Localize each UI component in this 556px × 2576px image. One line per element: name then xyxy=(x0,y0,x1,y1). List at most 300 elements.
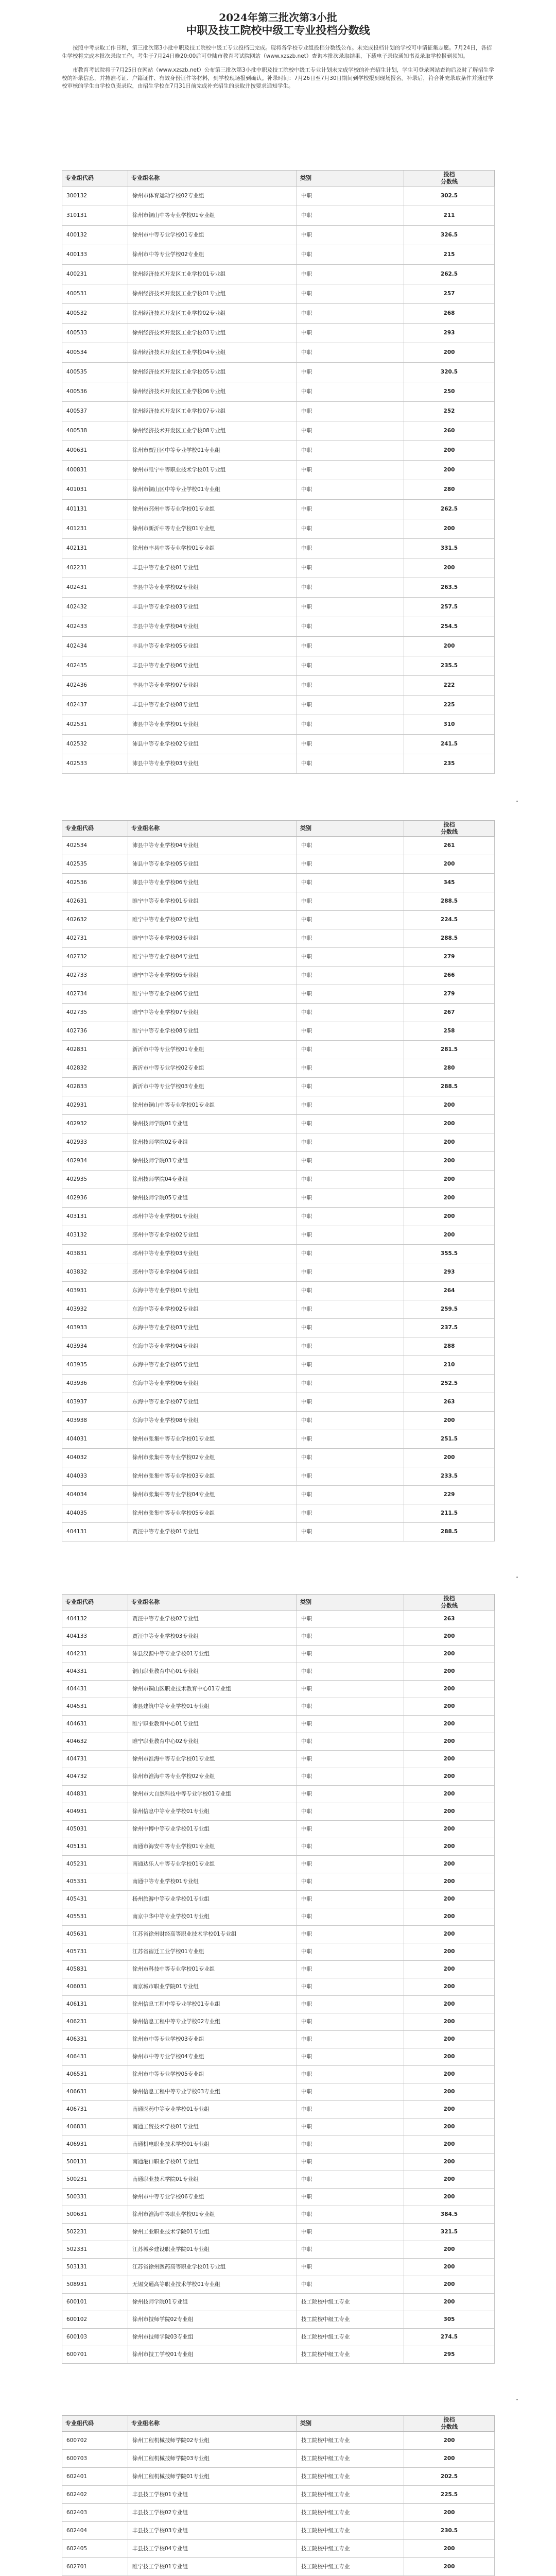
header-code: 专业组代码 xyxy=(62,2416,128,2432)
cell-category: 中职 xyxy=(297,855,404,874)
cell-name: 徐州经济技术开发区工业学校03专业组 xyxy=(128,324,297,343)
page-separator xyxy=(0,2392,556,2410)
cell-category: 中职 xyxy=(297,1300,404,1319)
cell-name: 睢宁职业教育中心01专业组 xyxy=(128,1716,297,1733)
cell-code: 404032 xyxy=(62,1449,128,1467)
table-row xyxy=(62,892,495,911)
cell-score: 355.5 xyxy=(404,1245,495,1263)
cell-name: 睢宁中等专业学校03专业组 xyxy=(128,929,297,948)
header-category: 类别 xyxy=(297,1595,404,1611)
cell-category: 中职 xyxy=(297,382,404,402)
cell-name: 徐州市技师学院02专业组 xyxy=(128,2311,297,2329)
cell-category: 中职 xyxy=(297,2259,404,2276)
table-row xyxy=(62,2558,495,2576)
table-row xyxy=(62,2294,495,2311)
table-row xyxy=(62,1961,495,1978)
cell-score: 200 xyxy=(404,1733,495,1751)
cell-name: 江苏省徐州医药高等职业学校01专业组 xyxy=(128,2259,297,2276)
cell-score: 200 xyxy=(404,2276,495,2294)
table-row xyxy=(62,1821,495,1838)
cell-score: 250 xyxy=(404,382,495,402)
cell-name: 睢宁技工学校01专业组 xyxy=(128,2558,297,2576)
table-row xyxy=(62,1523,495,1541)
cell-code: 404131 xyxy=(62,1523,128,1541)
cell-category: 中职 xyxy=(297,1646,404,1663)
cell-name: 徐州经济技术开发区工业学校08专业组 xyxy=(128,421,297,441)
cell-name: 睢宁中等专业学校08专业组 xyxy=(128,1022,297,1041)
cell-name: 徐州工程机械技师学院03专业组 xyxy=(128,2450,297,2468)
cell-score: 266 xyxy=(404,967,495,985)
cell-code: 402433 xyxy=(62,617,128,637)
cell-score: 233.5 xyxy=(404,1467,495,1486)
cell-score: 225.5 xyxy=(404,2486,495,2504)
cell-category: 中职 xyxy=(297,1115,404,1133)
cell-category: 中职 xyxy=(297,1961,404,1978)
cell-score: 200 xyxy=(404,1996,495,2013)
cell-category: 中职 xyxy=(297,2066,404,2083)
cell-name: 徐州市大自然科技中等专业学校01专业组 xyxy=(128,1786,297,1803)
cell-name: 徐州经济技术开发区工业学校07专业组 xyxy=(128,402,297,421)
cell-category: 中职 xyxy=(297,1768,404,1786)
cell-code: 400533 xyxy=(62,324,128,343)
cell-score: 200 xyxy=(404,2154,495,2171)
cell-name: 贾汪中等专业学校01专业组 xyxy=(128,1523,297,1541)
cell-score: 200 xyxy=(404,1628,495,1646)
cell-category: 中职 xyxy=(297,1908,404,1926)
cell-score: 267 xyxy=(404,1004,495,1022)
cell-category: 中职 xyxy=(297,637,404,656)
cell-code: 500131 xyxy=(62,2154,128,2171)
table-row xyxy=(62,1356,495,1375)
cell-category: 中职 xyxy=(297,1751,404,1768)
table-row xyxy=(62,1486,495,1504)
cell-category: 技工院校中级工专业 xyxy=(297,2311,404,2329)
cell-code: 404031 xyxy=(62,1430,128,1449)
cell-code: 500231 xyxy=(62,2171,128,2189)
table-row xyxy=(62,1041,495,1059)
cell-category: 中职 xyxy=(297,1096,404,1115)
cell-category: 中职 xyxy=(297,1449,404,1467)
cell-category: 中职 xyxy=(297,735,404,754)
cell-category: 中职 xyxy=(297,402,404,421)
cell-name: 南通达乐人中等专业学校01专业组 xyxy=(128,1856,297,1873)
cell-score: 200 xyxy=(404,461,495,480)
cell-score: 274.5 xyxy=(404,2329,495,2346)
cell-name: 南通医药中等专业学校01专业组 xyxy=(128,2101,297,2119)
cell-code: 403131 xyxy=(62,1208,128,1226)
table-row xyxy=(62,1337,495,1356)
table-row xyxy=(62,1300,495,1319)
table-header-row xyxy=(62,821,495,837)
page-2 xyxy=(0,812,556,1569)
cell-name: 徐州经济技术开发区工业学校05专业组 xyxy=(128,363,297,382)
cell-score: 200 xyxy=(404,1133,495,1152)
table-row xyxy=(62,578,495,598)
cell-code: 401231 xyxy=(62,519,128,539)
cell-category: 中职 xyxy=(297,1523,404,1541)
cell-code: 402832 xyxy=(62,1059,128,1078)
cell-code: 403936 xyxy=(62,1375,128,1393)
cell-code: 402631 xyxy=(62,892,128,911)
table-row xyxy=(62,1663,495,1681)
table-row xyxy=(62,1768,495,1786)
cell-code: 400536 xyxy=(62,382,128,402)
table-row xyxy=(62,2241,495,2259)
cell-category: 中职 xyxy=(297,2224,404,2241)
table-row xyxy=(62,1681,495,1698)
cell-category: 中职 xyxy=(297,1698,404,1716)
cell-category: 中职 xyxy=(297,558,404,578)
cell-score: 257.5 xyxy=(404,598,495,617)
header-category: 类别 xyxy=(297,821,404,837)
cell-name: 邳州中等专业学校03专业组 xyxy=(128,1245,297,1263)
table-row xyxy=(62,1375,495,1393)
cell-score: 295 xyxy=(404,2346,495,2364)
cell-code: 602402 xyxy=(62,2486,128,2504)
table-row xyxy=(62,837,495,855)
cell-score: 200 xyxy=(404,1449,495,1467)
cell-code: 404631 xyxy=(62,1716,128,1733)
cell-name: 徐州信息工程中等专业学校01专业组 xyxy=(128,1996,297,2013)
cell-category: 技工院校中级工专业 xyxy=(297,2294,404,2311)
cell-score: 200 xyxy=(404,2558,495,2576)
cell-name: 徐州市技师学院03专业组 xyxy=(128,2329,297,2346)
cell-category: 中职 xyxy=(297,1873,404,1891)
cell-score: 200 xyxy=(404,1663,495,1681)
cell-code: 405231 xyxy=(62,1856,128,1873)
cell-code: 404331 xyxy=(62,1663,128,1681)
cell-category: 中职 xyxy=(297,929,404,948)
table-row xyxy=(62,1926,495,1943)
cell-score: 200 xyxy=(404,1152,495,1171)
cell-category: 中职 xyxy=(297,892,404,911)
cell-code: 402934 xyxy=(62,1152,128,1171)
cell-code: 404931 xyxy=(62,1803,128,1821)
cell-code: 405131 xyxy=(62,1838,128,1856)
cell-score: 281.5 xyxy=(404,1041,495,1059)
cell-name: 南通工贸技术学校01专业组 xyxy=(128,2119,297,2136)
cell-name: 东海中等专业学校02专业组 xyxy=(128,1300,297,1319)
cell-score: 200 xyxy=(404,2259,495,2276)
cell-name: 南京城市职业学院01专业组 xyxy=(128,1978,297,1996)
cell-category: 中职 xyxy=(297,656,404,676)
cell-category: 中职 xyxy=(297,480,404,500)
table-row xyxy=(62,637,495,656)
cell-category: 中职 xyxy=(297,1078,404,1096)
table-row xyxy=(62,284,495,304)
cell-score: 200 xyxy=(404,1803,495,1821)
cell-score: 237.5 xyxy=(404,1319,495,1337)
cell-score: 200 xyxy=(404,2136,495,2154)
cell-category: 中职 xyxy=(297,1943,404,1961)
table-row xyxy=(62,558,495,578)
cell-category: 技工院校中级工专业 xyxy=(297,2329,404,2346)
cell-name: 沛县中等专业学校04专业组 xyxy=(128,837,297,855)
cell-category: 中职 xyxy=(297,715,404,735)
table-row xyxy=(62,461,495,480)
cell-name: 徐州市张集中等专业学校03专业组 xyxy=(128,1467,297,1486)
cell-code: 405831 xyxy=(62,1961,128,1978)
table-row xyxy=(62,1504,495,1523)
cell-name: 东海中等专业学校04专业组 xyxy=(128,1337,297,1356)
cell-score: 200 xyxy=(404,1908,495,1926)
cell-code: 402131 xyxy=(62,539,128,558)
table-row xyxy=(62,1152,495,1171)
table-row xyxy=(62,2432,495,2450)
cell-code: 602403 xyxy=(62,2504,128,2522)
cell-code: 401031 xyxy=(62,480,128,500)
cell-name: 南通职业技术学院01专业组 xyxy=(128,2171,297,2189)
cell-name: 丰县中等专业学校06专业组 xyxy=(128,656,297,676)
cell-name: 徐州经济技术开发区工业学校01专业组 xyxy=(128,284,297,304)
cell-score: 200 xyxy=(404,1226,495,1245)
table-row xyxy=(62,656,495,676)
cell-score: 268 xyxy=(404,304,495,324)
table-row xyxy=(62,2329,495,2346)
cell-score: 200 xyxy=(404,1096,495,1115)
cell-name: 丰县中等专业学校03专业组 xyxy=(128,598,297,617)
cell-code: 404531 xyxy=(62,1698,128,1716)
cell-score: 263 xyxy=(404,1611,495,1628)
cell-score: 293 xyxy=(404,1263,495,1282)
document-header xyxy=(62,11,494,37)
cell-code: 403932 xyxy=(62,1300,128,1319)
cell-code: 403935 xyxy=(62,1356,128,1375)
table-row xyxy=(62,1412,495,1430)
cell-category: 中职 xyxy=(297,1041,404,1059)
table-row xyxy=(62,382,495,402)
cell-score: 200 xyxy=(404,1786,495,1803)
table-row xyxy=(62,1078,495,1096)
cell-category: 中职 xyxy=(297,1611,404,1628)
cell-score: 257 xyxy=(404,284,495,304)
cell-category: 中职 xyxy=(297,2083,404,2101)
table-row xyxy=(62,929,495,948)
table-row xyxy=(62,519,495,539)
cell-category: 中职 xyxy=(297,911,404,929)
cell-name: 沛县汉源中等专业学校01专业组 xyxy=(128,1646,297,1663)
cell-code: 400537 xyxy=(62,402,128,421)
cell-code: 600702 xyxy=(62,2432,128,2450)
table-row xyxy=(62,1698,495,1716)
cell-code: 300132 xyxy=(62,187,128,206)
cell-category: 中职 xyxy=(297,1978,404,1996)
table-row xyxy=(62,1733,495,1751)
cell-category: 中职 xyxy=(297,441,404,461)
table-row xyxy=(62,1004,495,1022)
cell-score: 302.5 xyxy=(404,187,495,206)
cell-name: 丰县技工学校04专业组 xyxy=(128,2540,297,2558)
cell-code: 402932 xyxy=(62,1115,128,1133)
cell-category: 中职 xyxy=(297,617,404,637)
cell-category: 技工院校中级工专业 xyxy=(297,2468,404,2486)
table-row xyxy=(62,715,495,735)
cell-category: 中职 xyxy=(297,1716,404,1733)
cell-name: 徐州市中等专业学校05专业组 xyxy=(128,2066,297,2083)
cell-code: 404033 xyxy=(62,1467,128,1486)
cell-score: 251.5 xyxy=(404,1430,495,1449)
cell-category: 中职 xyxy=(297,1412,404,1430)
cell-code: 405731 xyxy=(62,1943,128,1961)
cell-code: 406731 xyxy=(62,2101,128,2119)
cell-code: 400535 xyxy=(62,363,128,382)
cell-score: 200 xyxy=(404,441,495,461)
cell-score: 252.5 xyxy=(404,1375,495,1393)
cell-score: 200 xyxy=(404,2048,495,2066)
cell-score: 200 xyxy=(404,2189,495,2206)
table-row xyxy=(62,1226,495,1245)
cell-category: 中职 xyxy=(297,1430,404,1449)
cell-category: 中职 xyxy=(297,578,404,598)
cell-code: 402535 xyxy=(62,855,128,874)
table-row xyxy=(62,441,495,461)
cell-code: 403832 xyxy=(62,1263,128,1282)
cell-score: 200 xyxy=(404,1838,495,1856)
cell-score: 200 xyxy=(404,2013,495,2031)
cell-name: 沛县中等专业学校05专业组 xyxy=(128,855,297,874)
cell-name: 南通港口职业学校01专业组 xyxy=(128,2154,297,2171)
table-row xyxy=(62,245,495,265)
cell-category: 中职 xyxy=(297,1171,404,1189)
cell-score: 254.5 xyxy=(404,617,495,637)
cell-name: 沛县建筑中等专业学校01专业组 xyxy=(128,1698,297,1716)
cell-score: 345 xyxy=(404,874,495,892)
cell-code: 403937 xyxy=(62,1393,128,1412)
cell-category: 中职 xyxy=(297,461,404,480)
cell-category: 中职 xyxy=(297,2136,404,2154)
cell-category: 技工院校中级工专业 xyxy=(297,2540,404,2558)
cell-name: 睢宁中等专业学校07专业组 xyxy=(128,1004,297,1022)
cell-name: 徐州技师学院01专业组 xyxy=(128,1115,297,1133)
cell-name: 东海中等专业学校01专业组 xyxy=(128,1282,297,1300)
table-header-row xyxy=(62,2416,495,2432)
table-row xyxy=(62,1803,495,1821)
cell-score: 241.5 xyxy=(404,735,495,754)
cell-score: 210 xyxy=(404,1356,495,1375)
cell-name: 徐州经济技术开发区工业学校01专业组 xyxy=(128,265,297,284)
table-row xyxy=(62,2504,495,2522)
table-row xyxy=(62,2083,495,2101)
cell-code: 402935 xyxy=(62,1171,128,1189)
cell-score: 200 xyxy=(404,1856,495,1873)
table-row xyxy=(62,206,495,226)
table-row xyxy=(62,1189,495,1208)
cell-name: 新沂市中等专业学校02专业组 xyxy=(128,1059,297,1078)
cell-category: 中职 xyxy=(297,1803,404,1821)
cell-code: 404132 xyxy=(62,1611,128,1628)
cell-category: 中职 xyxy=(297,1208,404,1226)
cell-name: 徐州技师学院04专业组 xyxy=(128,1171,297,1189)
cell-category: 中职 xyxy=(297,1356,404,1375)
cell-name: 徐州信息工程中等专业学校03专业组 xyxy=(128,2083,297,2101)
cell-code: 403934 xyxy=(62,1337,128,1356)
cell-score: 280 xyxy=(404,480,495,500)
table-row xyxy=(62,2450,495,2468)
cell-name: 徐州市铜山中等专业学校01专业组 xyxy=(128,206,297,226)
cell-name: 南通中等专业学校01专业组 xyxy=(128,1873,297,1891)
table-row xyxy=(62,187,495,206)
table-row xyxy=(62,754,495,774)
cell-score: 384.5 xyxy=(404,2206,495,2224)
cell-name: 徐州市睢宁中等职业技术学校01专业组 xyxy=(128,461,297,480)
cell-name: 徐州技师学院03专业组 xyxy=(128,1152,297,1171)
cell-name: 徐州市中等专业学校01专业组 xyxy=(128,226,297,245)
cell-score: 200 xyxy=(404,1208,495,1226)
table-row xyxy=(62,2346,495,2364)
cell-score: 229 xyxy=(404,1486,495,1504)
cell-name: 徐州市铜山区中等专业学校01专业组 xyxy=(128,480,297,500)
header-category: 类别 xyxy=(297,171,404,187)
table-row xyxy=(62,500,495,519)
cell-category: 技工院校中级工专业 xyxy=(297,2432,404,2450)
cell-category: 中职 xyxy=(297,1022,404,1041)
cell-score: 305 xyxy=(404,2311,495,2329)
cell-score: 200 xyxy=(404,2101,495,2119)
score-table xyxy=(62,1594,495,2364)
table-row xyxy=(62,480,495,500)
cell-name: 东海中等专业学校07专业组 xyxy=(128,1393,297,1412)
cell-score: 288.5 xyxy=(404,1523,495,1541)
table-row xyxy=(62,539,495,558)
cell-code: 400631 xyxy=(62,441,128,461)
cell-category: 中职 xyxy=(297,1133,404,1152)
header-name: 专业组名称 xyxy=(128,1595,297,1611)
cell-score: 258 xyxy=(404,1022,495,1041)
cell-code: 403931 xyxy=(62,1282,128,1300)
cell-name: 徐州市淮海中等专业学校01专业组 xyxy=(128,1751,297,1768)
cell-score: 262.5 xyxy=(404,500,495,519)
header-name: 专业组名称 xyxy=(128,2416,297,2432)
table-row xyxy=(62,2119,495,2136)
cell-code: 508931 xyxy=(62,2276,128,2294)
cell-category: 中职 xyxy=(297,304,404,324)
table-row xyxy=(62,2031,495,2048)
cell-name: 东海中等专业学校08专业组 xyxy=(128,1412,297,1430)
table-row xyxy=(62,2468,495,2486)
cell-category: 技工院校中级工专业 xyxy=(297,2558,404,2576)
cell-category: 中职 xyxy=(297,1628,404,1646)
cell-category: 中职 xyxy=(297,1393,404,1412)
cell-code: 402931 xyxy=(62,1096,128,1115)
cell-code: 602405 xyxy=(62,2540,128,2558)
table-row xyxy=(62,363,495,382)
cell-category: 中职 xyxy=(297,1375,404,1393)
cell-name: 徐州市张集中等专业学校02专业组 xyxy=(128,1449,297,1467)
cell-category: 中职 xyxy=(297,1733,404,1751)
cell-code: 406831 xyxy=(62,2119,128,2136)
table-row xyxy=(62,1996,495,2013)
cell-code: 404035 xyxy=(62,1504,128,1523)
cell-score: 211.5 xyxy=(404,1504,495,1523)
cell-category: 中职 xyxy=(297,2101,404,2119)
cell-score: 222 xyxy=(404,676,495,696)
table-row xyxy=(62,1891,495,1908)
cell-score: 200 xyxy=(404,519,495,539)
cell-category: 中职 xyxy=(297,265,404,284)
table-row xyxy=(62,1978,495,1996)
cell-code: 404732 xyxy=(62,1768,128,1786)
table-row xyxy=(62,1430,495,1449)
cell-name: 丰县中等专业学校04专业组 xyxy=(128,617,297,637)
table-row xyxy=(62,2259,495,2276)
cell-category: 中职 xyxy=(297,1821,404,1838)
cell-category: 中职 xyxy=(297,1786,404,1803)
intro-paragraph: 按照中考录取工作日程，第三批次第3小批中职及技工院校中级工专业投档已完成。现将各学校专业组投档分数线公布。未完成投档计划的学校可申请征集志愿。7月24日，各招生学校将完成本批次录取工作。考生于7月24日晚20:00后可登陆市教育考试院网站（www.xzszb.net）查询本批次录取结果，下载电子录取通知书及录取学校报到须知。 xyxy=(62,45,492,59)
cell-score: 200 xyxy=(404,1768,495,1786)
table-row xyxy=(62,2540,495,2558)
cell-name: 徐州市体育运动学校02专业组 xyxy=(128,187,297,206)
cell-category: 中职 xyxy=(297,2119,404,2136)
